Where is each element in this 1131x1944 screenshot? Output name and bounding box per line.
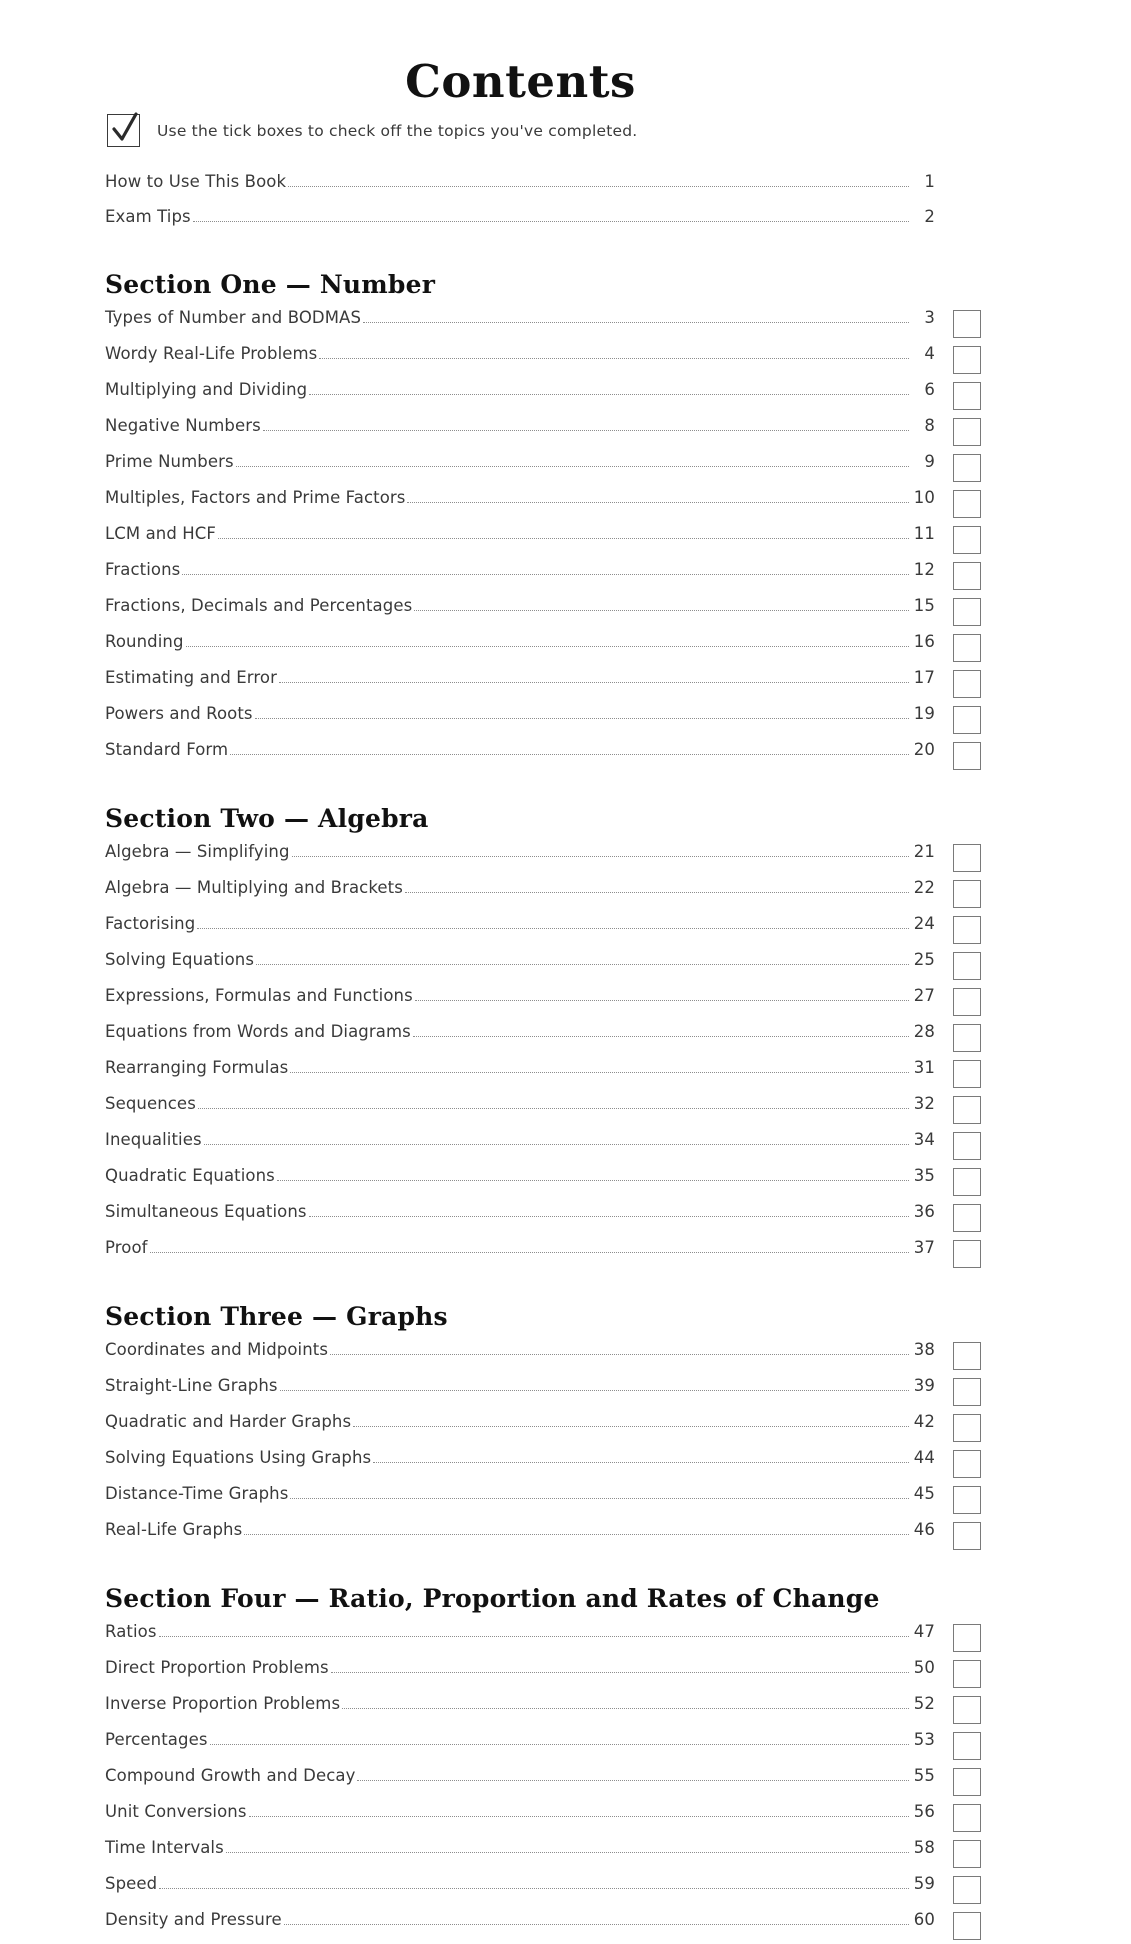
section-entries [105,306,981,774]
contents-entry-page: 39 [913,1375,935,1395]
contents-entry[interactable] [105,738,981,774]
leader-dots [309,1216,909,1217]
contents-entry[interactable] [105,1764,981,1800]
contents-entry[interactable] [105,1374,981,1410]
topic-checkbox[interactable] [953,1876,981,1904]
contents-entry-label: Types of Number and BODMAS [105,307,362,327]
contents-entry-page: 20 [913,739,935,759]
topic-checkbox[interactable] [953,670,981,698]
contents-entry-label: How to Use This Book [105,172,287,192]
leader-dots [256,964,909,965]
leader-dots [230,754,909,755]
contents-section [105,270,981,774]
contents-entry-page: 24 [913,913,935,933]
contents-entry-page: 11 [913,523,935,543]
contents-entry-label: Estimating and Error [105,667,277,687]
contents-entry-label: Unit Conversions [105,1801,247,1821]
leader-dots [226,1852,909,1853]
topic-checkbox[interactable] [953,1096,981,1124]
contents-section [105,1584,981,1944]
contents-entry-page: 55 [913,1765,935,1785]
section-entries [105,840,981,1272]
contents-entry-label: Exam Tips [105,206,191,226]
topic-checkbox[interactable] [953,742,981,770]
contents-entry[interactable] [105,594,981,630]
contents-entry[interactable] [105,558,981,594]
leader-dots [263,430,909,431]
contents-entry[interactable] [105,486,981,522]
contents-entry-label: Algebra — Simplifying [105,841,290,861]
section-entries [105,1620,981,1944]
leader-dots [255,718,909,719]
contents-entry-page: 58 [913,1837,935,1857]
contents-entry[interactable] [105,342,981,378]
contents-entry[interactable] [105,1872,981,1908]
contents-entry-page: 34 [913,1129,935,1149]
contents-entry-label: Proof [105,1237,148,1257]
contents-entry[interactable] [105,1518,981,1554]
contents-entry[interactable] [105,666,981,702]
contents-entry-page: 56 [913,1801,935,1821]
leader-dots [415,1000,909,1001]
leader-dots [342,1708,909,1709]
topic-checkbox[interactable] [953,880,981,908]
leader-dots [357,1780,909,1781]
topic-checkbox[interactable] [953,598,981,626]
topic-checkbox[interactable] [953,382,981,410]
contents-entry-page: 4 [924,343,935,363]
leader-dots [204,1144,909,1145]
contents-entry[interactable] [105,876,981,912]
contents-entry-page: 37 [913,1237,935,1257]
contents-entry[interactable] [105,205,981,239]
leader-dots [236,466,909,467]
topic-checkbox[interactable] [953,526,981,554]
contents-entry-page: 36 [913,1201,935,1221]
leader-dots [319,358,909,359]
leader-dots [284,1924,909,1925]
contents-entry-label: Direct Proportion Problems [105,1657,329,1677]
leader-dots [182,574,909,575]
leader-dots [331,1672,909,1673]
topic-checkbox[interactable] [953,1660,981,1688]
contents-entry[interactable] [105,1338,981,1374]
contents-entry-label: Straight-Line Graphs [105,1375,278,1395]
contents-entry[interactable] [105,1728,981,1764]
contents-entry[interactable] [105,378,981,414]
contents-entry-label: Density and Pressure [105,1909,282,1929]
leader-dots [414,610,909,611]
contents-entry-label: Time Intervals [105,1837,224,1857]
topic-checkbox[interactable] [953,706,981,734]
contents-entry-label: Expressions, Formulas and Functions [105,985,413,1005]
topic-checkbox[interactable] [953,1414,981,1442]
contents-entry-page: 16 [913,631,935,651]
topic-checkbox[interactable] [953,988,981,1016]
page-title: Contents [405,55,636,108]
contents-entry-page: 28 [913,1021,935,1041]
contents-entry-page: 32 [913,1093,935,1113]
contents-entry[interactable] [105,840,981,876]
contents-entry-label: Inverse Proportion Problems [105,1693,341,1713]
contents-entry-page: 42 [913,1411,935,1431]
contents-entry-page: 59 [913,1873,935,1893]
contents-entry[interactable] [105,306,981,342]
contents-entry-label: Inequalities [105,1129,202,1149]
contents-entry-label: Distance-Time Graphs [105,1483,289,1503]
contents-entry-label: Solving Equations [105,949,255,969]
contents-entry[interactable] [105,1620,981,1656]
leader-dots [159,1636,909,1637]
contents-entry-page: 1 [924,172,935,192]
leader-dots [290,1072,909,1073]
topic-checkbox[interactable] [953,1060,981,1088]
contents-entry[interactable] [105,1200,981,1236]
topic-checkbox[interactable] [953,1168,981,1196]
tick-instruction-label: Use the tick boxes to check off the topics you've completed. [157,121,638,140]
contents-entry[interactable] [105,984,981,1020]
contents-entry[interactable] [105,1056,981,1092]
leader-dots [279,682,909,683]
contents-entry[interactable] [105,1482,981,1518]
leader-dots [288,186,909,187]
topic-checkbox[interactable] [953,310,981,338]
topic-checkbox[interactable] [953,562,981,590]
contents-entry[interactable] [105,414,981,450]
topic-checkbox[interactable] [953,952,981,980]
contents-entry-page: 2 [924,206,935,226]
topic-checkbox[interactable] [953,1132,981,1160]
contents-entry-label: Fractions, Decimals and Percentages [105,595,413,615]
topic-checkbox[interactable] [953,1804,981,1832]
checkbox-example[interactable] [107,114,140,147]
contents-entry-page: 10 [913,487,935,507]
contents-entry[interactable] [105,1446,981,1482]
contents-entry-label: Powers and Roots [105,703,253,723]
checkmark-icon [110,112,140,146]
leader-dots [244,1534,909,1535]
topic-checkbox[interactable] [953,418,981,446]
contents-entry[interactable] [105,702,981,738]
contents-entry-label: Quadratic Equations [105,1165,275,1185]
contents-entry-page: 45 [913,1483,935,1503]
topic-checkbox[interactable] [953,1768,981,1796]
topic-checkbox[interactable] [953,634,981,662]
contents-entry[interactable] [105,1092,981,1128]
leader-dots [193,221,909,222]
contents-entry-label: Rearranging Formulas [105,1057,289,1077]
contents-entry-page: 35 [913,1165,935,1185]
contents-entry[interactable] [105,912,981,948]
contents-entry[interactable] [105,450,981,486]
contents-entry-label: Compound Growth and Decay [105,1765,356,1785]
contents-entry-label: Solving Equations Using Graphs [105,1447,372,1467]
leader-dots [405,892,909,893]
contents-entry[interactable] [105,1020,981,1056]
contents-entry[interactable] [105,1692,981,1728]
front-matter-list [105,171,981,240]
leader-dots [373,1462,909,1463]
contents-entry-page: 25 [913,949,935,969]
topic-checkbox[interactable] [953,844,981,872]
contents-entry-page: 15 [913,595,935,615]
contents-entry-page: 9 [924,451,935,471]
contents-entry[interactable] [105,1236,981,1272]
leader-dots [197,928,909,929]
contents-entry-label: Ratios [105,1621,157,1641]
contents-entry-label: Rounding [105,631,184,651]
contents-entry[interactable] [105,1836,981,1872]
leader-dots [363,322,909,323]
section-heading: Section Two — Algebra [105,803,429,833]
leader-dots [186,646,909,647]
contents-entry[interactable] [105,630,981,666]
contents-entry-page: 12 [913,559,935,579]
leader-dots [198,1108,909,1109]
sections-list [105,270,981,1944]
contents-entry-label: Standard Form [105,739,229,759]
contents-entry-label: Quadratic and Harder Graphs [105,1411,352,1431]
leader-dots [210,1744,909,1745]
contents-entry-page: 19 [913,703,935,723]
topic-checkbox[interactable] [953,1204,981,1232]
topic-checkbox[interactable] [953,1240,981,1268]
contents-entry-page: 53 [913,1729,935,1749]
contents-entry-label: Equations from Words and Diagrams [105,1021,411,1041]
topic-checkbox[interactable] [953,1840,981,1868]
topic-checkbox[interactable] [953,1486,981,1514]
contents-entry-page: 46 [913,1519,935,1539]
contents-entry-page: 3 [924,307,935,327]
contents-entry-page: 27 [913,985,935,1005]
leader-dots [353,1426,909,1427]
topic-checkbox[interactable] [953,490,981,518]
topic-checkbox[interactable] [953,1450,981,1478]
contents-entry-label: Wordy Real-Life Problems [105,343,318,363]
contents-entry-label: Algebra — Multiplying and Brackets [105,877,403,897]
section-heading: Section Three — Graphs [105,1301,448,1331]
contents-entry-page: 47 [913,1621,935,1641]
contents-entry-label: Percentages [105,1729,208,1749]
contents-entry-label: Negative Numbers [105,415,261,435]
contents-entry-label: Real-Life Graphs [105,1519,243,1539]
contents-entry[interactable] [105,1410,981,1446]
tick-instruction [107,114,981,147]
contents-entry-label: LCM and HCF [105,523,217,543]
section-heading: Section Four — Ratio, Proportion and Rates of Change [105,1583,880,1613]
contents-entry-label: Prime Numbers [105,451,234,471]
contents-entry-page: 52 [913,1693,935,1713]
topic-checkbox[interactable] [953,1378,981,1406]
leader-dots [292,856,909,857]
leader-dots [407,502,909,503]
contents-entry-label: Fractions [105,559,181,579]
contents-entry[interactable] [105,1800,981,1836]
leader-dots [249,1816,909,1817]
topic-checkbox[interactable] [953,1522,981,1550]
contents-entry-page: 17 [913,667,935,687]
contents-section [105,804,981,1272]
contents-section [105,1302,981,1554]
contents-entry[interactable] [105,1908,981,1944]
topic-checkbox[interactable] [953,1624,981,1652]
topic-checkbox[interactable] [953,1912,981,1940]
contents-entry[interactable] [105,171,981,205]
contents-entry-page: 38 [913,1339,935,1359]
topic-checkbox[interactable] [953,916,981,944]
contents-entry[interactable] [105,1656,981,1692]
section-heading: Section One — Number [105,269,436,299]
contents-entry-label: Multiplying and Dividing [105,379,308,399]
contents-entry-page: 44 [913,1447,935,1467]
leader-dots [159,1888,909,1889]
contents-entry-page: 21 [913,841,935,861]
topic-checkbox[interactable] [953,1732,981,1760]
contents-entry-label: Coordinates and Midpoints [105,1339,329,1359]
contents-entry[interactable] [105,948,981,984]
leader-dots [413,1036,909,1037]
leader-dots [277,1180,909,1181]
contents-entry-page: 6 [924,379,935,399]
topic-checkbox[interactable] [953,1696,981,1724]
leader-dots [150,1252,909,1253]
contents-entry-label: Multiples, Factors and Prime Factors [105,487,406,507]
topic-checkbox[interactable] [953,1024,981,1052]
contents-entry-label: Simultaneous Equations [105,1201,307,1221]
contents-entry[interactable] [105,1128,981,1164]
contents-entry[interactable] [105,1164,981,1200]
section-entries [105,1338,981,1554]
contents-entry[interactable] [105,522,981,558]
contents-entry-page: 60 [913,1909,935,1929]
topic-checkbox[interactable] [953,1342,981,1370]
topic-checkbox[interactable] [953,346,981,374]
leader-dots [290,1498,909,1499]
contents-entry-label: Sequences [105,1093,196,1113]
contents-entry-page: 50 [913,1657,935,1677]
leader-dots [280,1390,909,1391]
contents-entry-page: 8 [924,415,935,435]
topic-checkbox[interactable] [953,454,981,482]
contents-entry-label: Factorising [105,913,196,933]
leader-dots [330,1354,909,1355]
leader-dots [309,394,909,395]
contents-entry-page: 22 [913,877,935,897]
leader-dots [218,538,909,539]
contents-entry-page: 31 [913,1057,935,1077]
contents-entry-label: Speed [105,1873,158,1893]
